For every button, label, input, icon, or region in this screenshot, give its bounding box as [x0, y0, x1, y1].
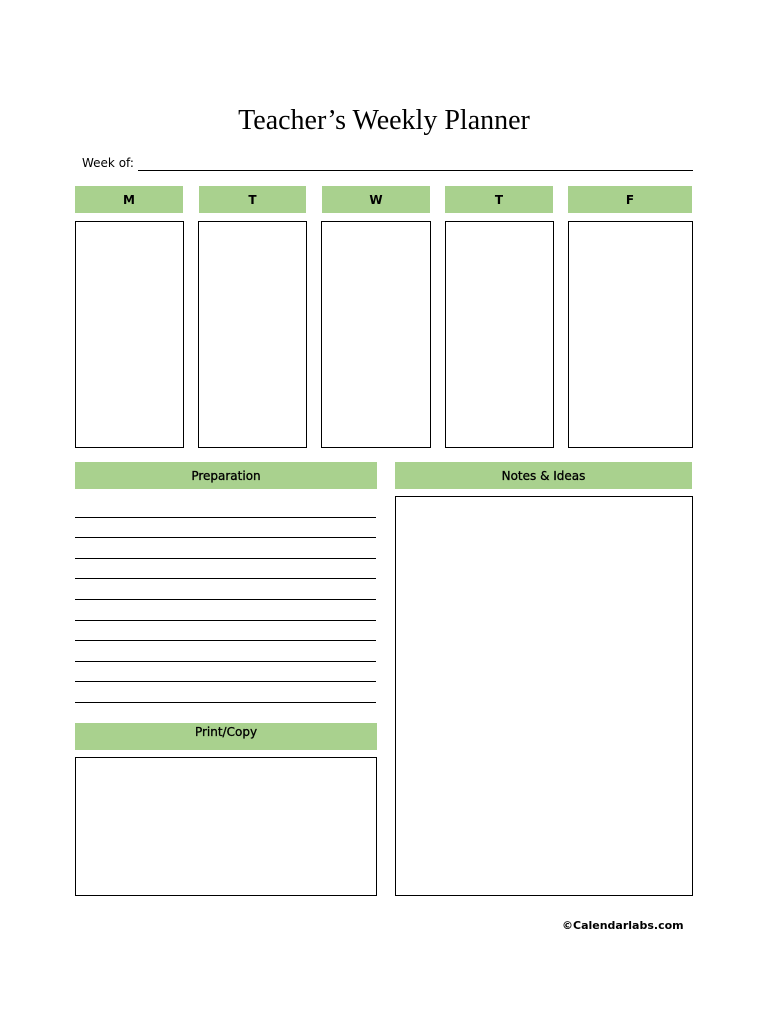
day-header-monday: M	[75, 186, 183, 213]
preparation-line	[75, 702, 376, 703]
preparation-line	[75, 599, 376, 600]
preparation-line	[75, 640, 376, 641]
day-header-thursday: T	[445, 186, 553, 213]
page-title: Teacher’s Weekly Planner	[238, 105, 530, 136]
copyright-credit: ©Calendarlabs.com	[562, 919, 684, 932]
day-header-wednesday: W	[322, 186, 430, 213]
day-box-thursday	[445, 221, 554, 448]
day-box-tuesday	[198, 221, 307, 448]
day-box-monday	[75, 221, 184, 448]
print-copy-box	[75, 757, 377, 896]
week-of-line	[138, 170, 693, 171]
preparation-line	[75, 517, 376, 518]
print-copy-header: Print/Copy	[75, 723, 377, 750]
preparation-line	[75, 620, 376, 621]
preparation-line	[75, 558, 376, 559]
day-box-friday	[568, 221, 693, 448]
notes-ideas-box	[395, 496, 693, 896]
day-header-friday: F	[568, 186, 692, 213]
preparation-line	[75, 681, 376, 682]
preparation-line	[75, 537, 376, 538]
notes-ideas-header: Notes & Ideas	[395, 462, 692, 489]
preparation-line	[75, 661, 376, 662]
week-of-label: Week of:	[82, 156, 134, 170]
day-header-tuesday: T	[199, 186, 306, 213]
day-box-wednesday	[321, 221, 431, 448]
preparation-header: Preparation	[75, 462, 377, 489]
preparation-line	[75, 578, 376, 579]
